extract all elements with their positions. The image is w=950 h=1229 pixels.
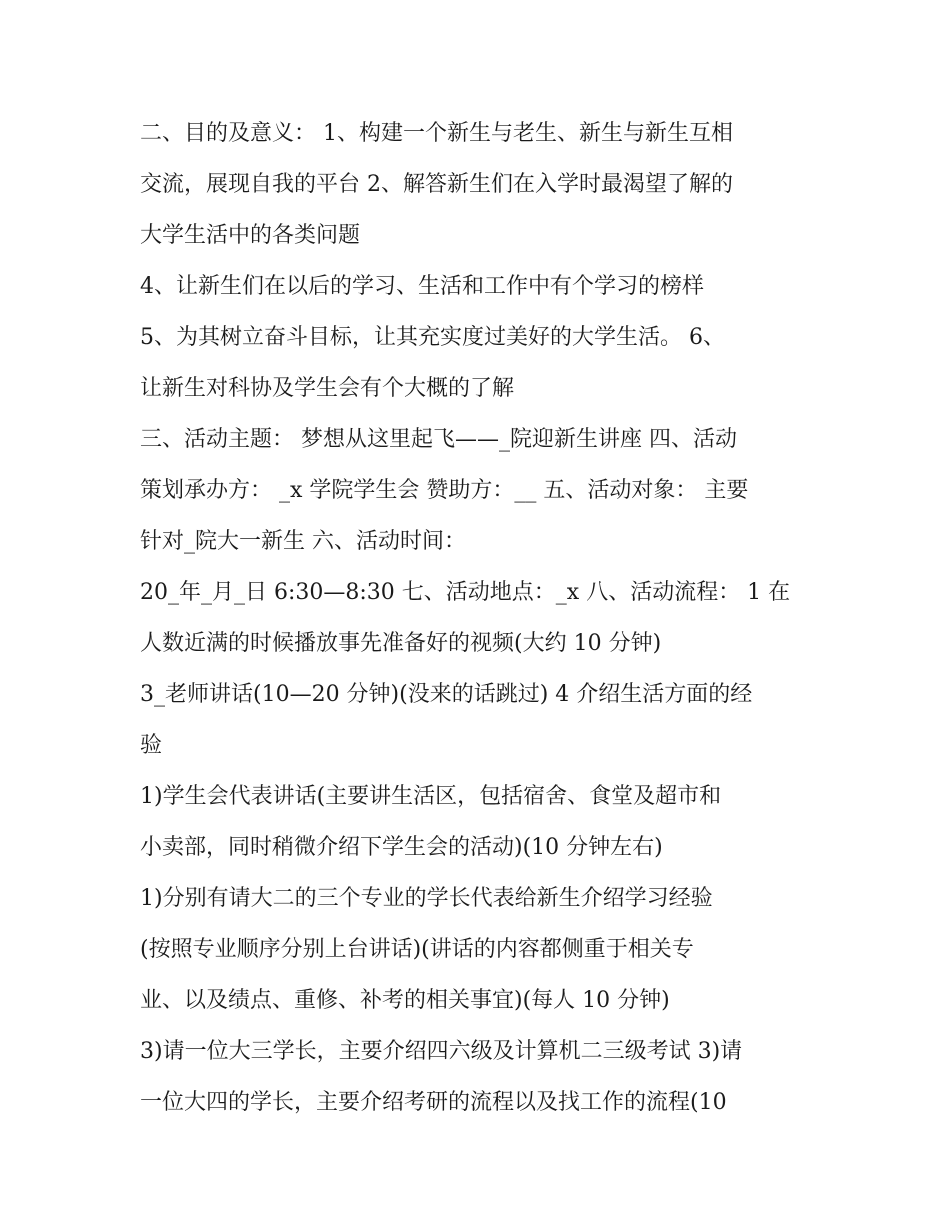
text-line-4: 4、让新生们在以后的学习、生活和工作中有个学习的榜样 (140, 274, 704, 299)
text-line-11: 人数近满的时候播放事先准备好的视频(大约 10 分钟) (140, 631, 662, 656)
text-line-16: 1)分别有请大二的三个专业的学长代表给新生介绍学习经验 (140, 886, 713, 911)
text-line-1: 二、目的及意义： 1、构建一个新生与老生、新生与新生互相 (140, 121, 733, 146)
text-line-6: 让新生对科协及学生会有个大概的了解 (140, 376, 515, 401)
text-line-13: 验 (140, 733, 163, 758)
text-line-8: 策划承办方： _x 学院学生会 赞助方：__ 五、活动对象： 主要 (140, 478, 749, 503)
text-line-18: 业、以及绩点、重修、补考的相关事宜)(每人 10 分钟) (140, 988, 670, 1013)
text-line-7: 三、活动主题： 梦想从这里起飞——_院迎新生讲座 四、活动 (140, 427, 737, 452)
text-line-5: 5、为其树立奋斗目标，让其充实度过美好的大学生活。 6、 (140, 325, 725, 350)
text-line-14: 1)学生会代表讲话(主要讲生活区，包括宿舍、食堂及超市和 (140, 784, 722, 809)
text-line-20: 一位大四的学长，主要介绍考研的流程以及找工作的流程(10 (140, 1090, 727, 1115)
document-body (140, 108, 820, 1128)
text-line-17: (按照专业顺序分别上台讲话)(讲话的内容都侧重于相关专 (140, 937, 694, 962)
text-line-9: 针对_院大一新生 六、活动时间： (140, 529, 466, 554)
text-line-12: 3_老师讲话(10—20 分钟)(没来的话跳过) 4 介绍生活方面的经 (140, 682, 753, 707)
text-line-15: 小卖部，同时稍微介绍下学生会的活动)(10 分钟左右) (140, 835, 663, 860)
text-line-2: 交流，展现自我的平台 2、解答新生们在入学时最渴望了解的 (140, 172, 733, 197)
text-line-10: 20_年_月_日 6:30—8:30 七、活动地点：_x 八、活动流程： 1 在 (140, 580, 791, 605)
text-line-19: 3)请一位大三学长，主要介绍四六级及计算机二三级考试 3)请 (140, 1039, 743, 1064)
text-line-3: 大学生活中的各类问题 (140, 223, 361, 248)
